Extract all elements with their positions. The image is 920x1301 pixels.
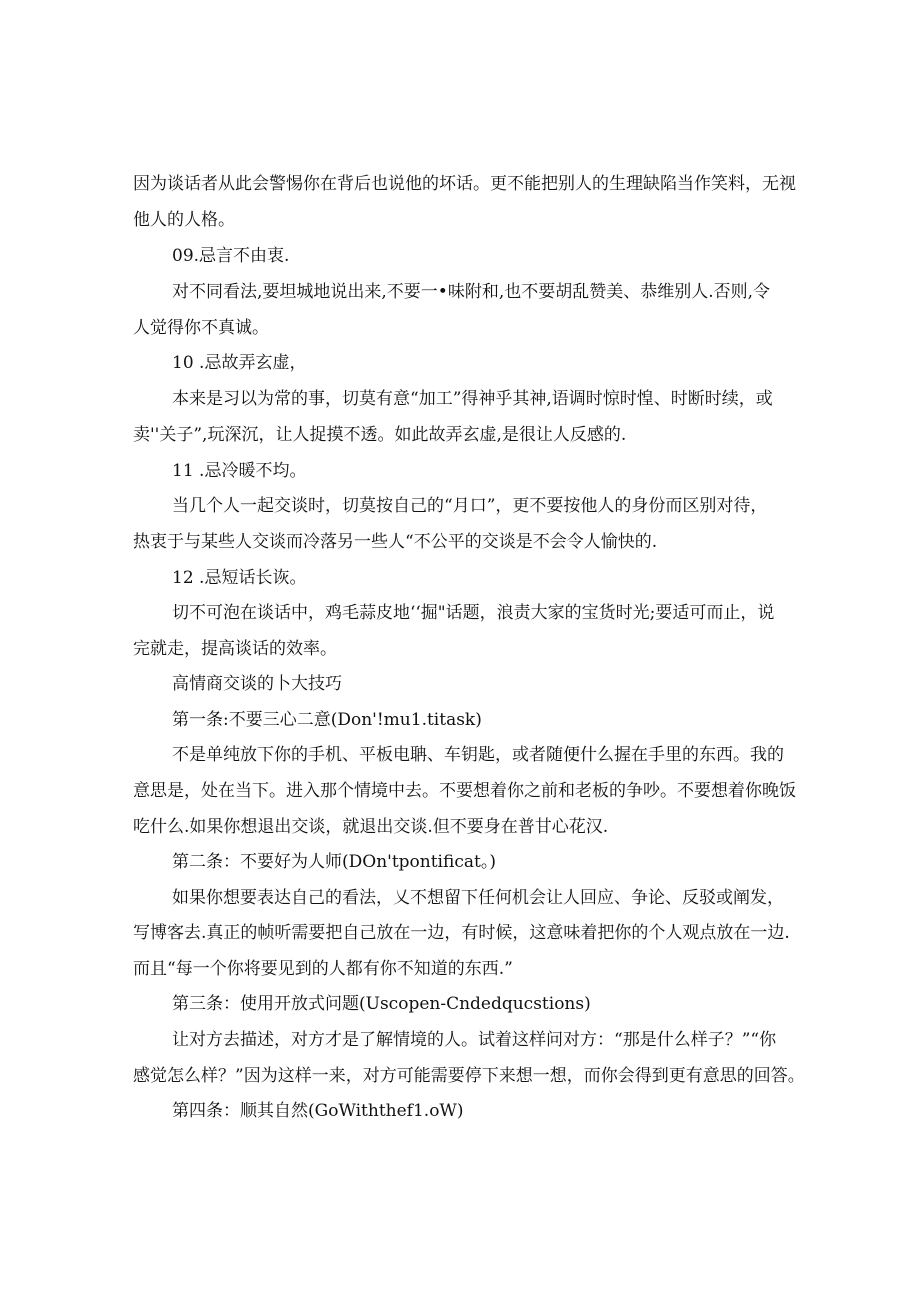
paragraph-line: 当几个人一起交谈时，切莫按自己的“月口”，更不要按他人的身份而区别对待， <box>172 496 768 516</box>
section-heading: 10 .忌故弄玄虚， <box>172 353 307 373</box>
paragraph-line: 对不同看法,要坦城地说出来,不要一•味附和,也不要胡乱赞美、恭维别人.否则,令 <box>172 282 771 302</box>
paragraph-line: 吃什么.如果你想退出交谈，就退出交谈.但不要身在普甘心花汉. <box>133 817 609 837</box>
rule-heading: 第三条：使用开放式问题(Uscopen-Cndedqucstions) <box>172 994 591 1014</box>
paragraph-line: 完就走，提高谈话的效率。 <box>133 639 337 659</box>
section-title: 高情商交谈的卜大技巧 <box>172 674 342 694</box>
paragraph-line: 而且“每一个你将要见到的人都有你不知道的东西.” <box>133 959 513 979</box>
rule-heading: 第一条:不要三心二意(Don'!mu1.titask) <box>172 710 482 730</box>
paragraph-line: 意思是，处在当下。进入那个情境中去。不要想着你之前和老板的争吵。不要想着你晚饭 <box>133 781 796 801</box>
paragraph-line: 本来是习以为常的事，切莫有意“加工”得神乎其神,语调时惊时惶、时断时续，或 <box>172 389 773 409</box>
paragraph-line: 他人的人格。 <box>133 210 235 230</box>
paragraph-line: 切不可泡在谈话中，鸡毛蒜皮地‘‘掘"话题，浪责大家的宝货时光;要适可而止，说 <box>172 603 775 623</box>
section-heading: 09.忌言不由衷. <box>172 246 290 266</box>
paragraph-line: 热衷于与某些人交谈而冷落另一些人“不公平的交谈是不会令人愉快的. <box>133 532 658 552</box>
section-heading: 11 .忌冷暖不均。 <box>172 461 307 481</box>
paragraph-line: 人觉得你不真诚。 <box>133 318 269 338</box>
rule-heading: 第二条：不要好为人师(DOn'tpontificat。) <box>172 852 496 872</box>
rule-heading: 第四条：顺其自然(GoWiththef1.oW) <box>172 1101 464 1121</box>
paragraph-line: 卖''关子”,玩深沉，让人捉摸不透。如此故弄玄虚,是很让人反感的. <box>133 425 627 445</box>
paragraph-line: 因为谈话者从此会警惕你在背后也说他的坏话。更不能把别人的生理缺陷当作笑料，无视 <box>133 174 796 194</box>
paragraph-line: 不是单纯放下你的手机、平板电聃、车钥匙，或者随便什么握在手里的东西。我的 <box>172 745 784 765</box>
paragraph-line: 感觉怎么样？”因为这样一来，对方可能需要停下来想一想，而你会得到更有意思的回答。 <box>133 1066 805 1086</box>
section-heading: 12 .忌短话长诙。 <box>172 568 307 588</box>
paragraph-line: 写博客去.真正的帧听需要把自己放在一边，有时候，这意味着把你的个人观点放在一边. <box>133 923 790 943</box>
paragraph-line: 让对方去描述，对方才是了解情境的人。试着这样问对方：“那是什么样子？”“你 <box>172 1030 777 1050</box>
paragraph-line: 如果你想要表达自己的看法，乂不想留下任何机会让人回应、争论、反驳或阐发， <box>172 888 784 908</box>
